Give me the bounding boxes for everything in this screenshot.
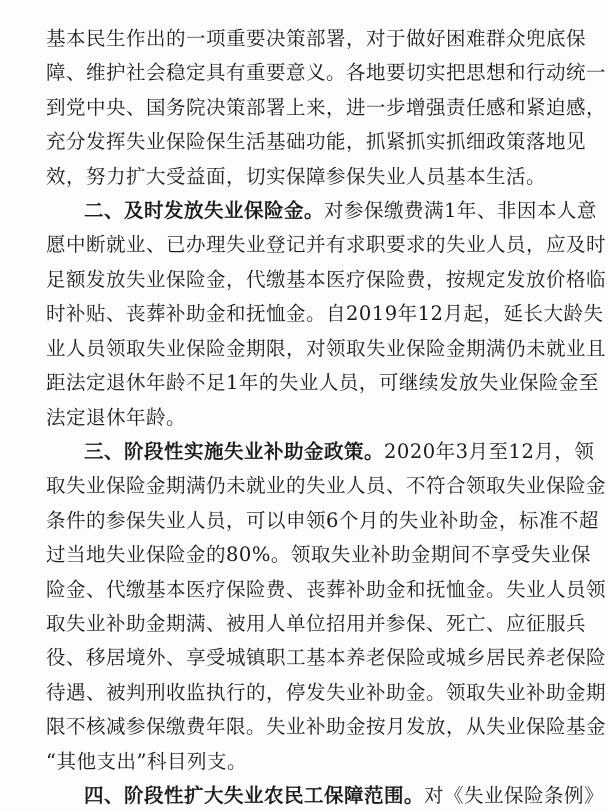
paragraph-line: 限不核减参保缴费年限。失业补助金按月发放，从失业保险基金 xyxy=(46,715,607,738)
section-first-line xyxy=(84,196,597,226)
paragraph-line: 险金、代缴基本医疗保险费、丧葬补助金和抚恤金。失业人员领 xyxy=(46,578,607,601)
paragraph-line: 取失业补助金期满、被用人单位招用并参保、死亡、应征服兵 xyxy=(46,612,587,635)
section-first-text: 2020年3月至12月，领 xyxy=(384,440,595,463)
paragraph-line: 愿中断就业、已办理失业登记并有求职要求的失业人员，应及时 xyxy=(46,233,607,256)
paragraph-line: 距法定退休年龄不足1年的失业人员，可继续发放失业保险金至 xyxy=(46,371,599,394)
paragraph-line: 役、移居境外、享受城镇职工基本养老保险或城乡居民养老保险 xyxy=(46,646,607,669)
paragraph-line: 法定退休年龄。 xyxy=(46,406,187,429)
section-first-line xyxy=(84,781,605,811)
section-heading: 二、及时发放失业保险金。 xyxy=(84,199,325,222)
section-heading: 三、阶段性实施失业补助金政策。 xyxy=(84,440,385,463)
section-first-line xyxy=(84,437,595,467)
section-first-text: 对《失业保险条例》 xyxy=(424,784,605,807)
paragraph-line: 业人员领取失业保险金期限，对领取失业保险金期满仍未就业且 xyxy=(46,337,607,360)
section-heading: 四、阶段性扩大失业农民工保障范围。 xyxy=(84,784,425,807)
paragraph-line: 过当地失业保险金的80%。领取失业补助金期间不享受失业保 xyxy=(46,543,591,566)
paragraph-line: 足额发放失业保险金，代缴基本医疗保险费，按规定发放价格临 xyxy=(46,268,607,291)
paragraph-line: 条件的参保失业人员，可以申领6个月的失业补助金，标准不超 xyxy=(46,509,599,532)
paragraph-line: 待遇、被判刑收监执行的，停发失业补助金。领取失业补助金期 xyxy=(46,681,607,704)
paragraph-line: 效，努力扩大受益面，切实保障参保失业人员基本生活。 xyxy=(46,165,547,188)
paragraph-line: 取失业保险金期满仍未就业的失业人员、不符合领取失业保险金 xyxy=(46,474,607,497)
paragraph-line: 到党中央、国务院决策部署上来，进一步增强责任感和紧迫感， xyxy=(46,96,607,119)
paragraph-line: 充分发挥失业保险保生活基础功能，抓紧抓实抓细政策落地见 xyxy=(46,130,587,153)
paragraph-line: 障、维护社会稳定具有重要意义。各地要切实把思想和行动统一 xyxy=(46,61,607,84)
section-first-text: 对参保缴费满1年、非因本人意 xyxy=(324,199,597,222)
paragraph-line: 时补贴、丧葬补助金和抚恤金。自2019年12月起，延长大龄失 xyxy=(46,302,604,325)
paragraph-line: 基本民生作出的一项重要决策部署，对于做好困难群众兜底保 xyxy=(46,27,587,50)
paragraph-line: “其他支出”科目列支。 xyxy=(46,750,247,773)
